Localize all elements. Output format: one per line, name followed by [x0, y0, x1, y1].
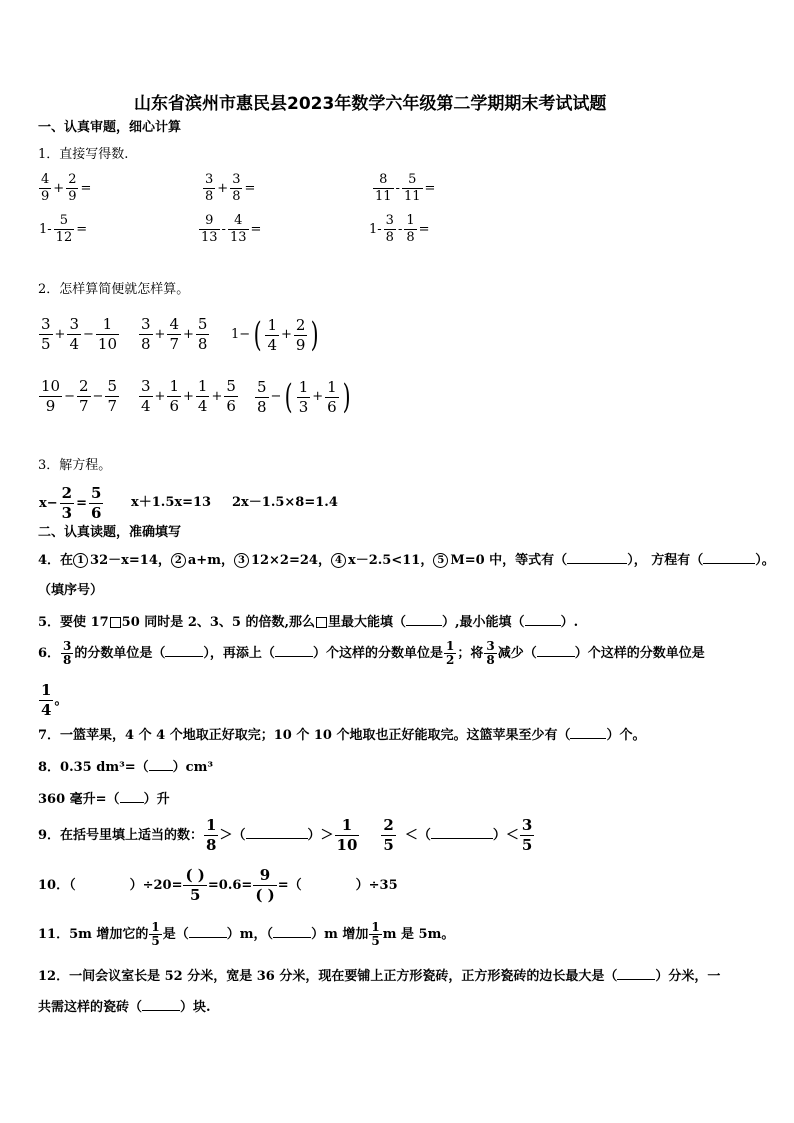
q6-line-1: 6． $\frac{3}{8}$ 的分数单位是（ ），再添上（ ）个这样的分数单位是 $\frac{1}{2}$ ；将 $\frac{3}{8}$ 减少（ ）个这样的分数单位是: [38, 639, 705, 667]
q6-blank-1[interactable]: [165, 644, 203, 657]
q2-expr-5: $\frac{3}{4}$ + $\frac{1}{6}$ + $\frac{1}{4}$ + $\frac{5}{6}$: [141, 377, 236, 415]
q1-expr-1: $\frac{4}{9}$ + $\frac{2}{9}$ =: [41, 172, 92, 204]
q4-blank-equations-2[interactable]: [703, 551, 755, 564]
q2-expr-6: $\frac{5}{8}$ − ( $\frac{1}{3}$ + $\frac{1}{6}$ ): [257, 377, 351, 417]
q8-blank-2[interactable]: [120, 790, 144, 803]
q2-expr-1: $\frac{3}{5}$ + $\frac{3}{4}$ − $\frac{1}{10}$: [41, 315, 117, 353]
q1-expr-4: 1- $\frac{5}{12}$ =: [39, 213, 88, 245]
square-icon: [316, 617, 327, 628]
q1-expr-2: $\frac{3}{8}$ + $\frac{3}{8}$ =: [205, 172, 256, 204]
q3-label: 3．解方程。: [38, 458, 112, 473]
section-2-heading: 二、认真读题，准确填写: [38, 525, 182, 540]
q4-line-1: 4．在 1 32－x=14， 2 a+m， 3 12×2=24， 4 x－2.5<11， 5 M=0 中，等式有（ ）， 方程有（ ）。: [38, 553, 775, 568]
q1-expr-5: $\frac{9}{13}$ - $\frac{4}{13}$ =: [201, 213, 262, 245]
q9-blank-2[interactable]: [431, 826, 493, 839]
q11-blank-2[interactable]: [273, 925, 311, 938]
q4-blank-equations[interactable]: [567, 551, 627, 564]
q12-blank-2[interactable]: [142, 998, 180, 1011]
q2-label: 2．怎样算简便就怎样算。: [38, 282, 190, 297]
q1-expr-3: $\frac{8}{11}$ - $\frac{5}{11}$ =: [375, 172, 436, 204]
q2-expr-2: $\frac{3}{8}$ + $\frac{4}{7}$ + $\frac{5}{8}$: [141, 315, 208, 353]
q2-expr-3: 1− ( $\frac{1}{4}$ + $\frac{2}{9}$ ): [231, 315, 320, 355]
q5-blank-max[interactable]: [406, 613, 442, 626]
q8-line-1: 8．0.35 dm³=（ ）cm³: [38, 760, 214, 775]
q12-line-1: 12．一间会议室长是 52 分米，宽是 36 分米，现在要铺上正方形瓷砖，正方形瓷砖的边长最大是（ ）分米，一: [38, 969, 721, 984]
q3-equation-1: x− $\frac{2}{3}$ = $\frac{5}{6}$: [39, 484, 102, 522]
q3-equation-2: x＋1.5x=13: [131, 495, 212, 510]
q5-line: 5．要使 17 50 同时是 2、3、5 的倍数,那么 里最大能填（ ）,最小能填（ ）.: [38, 615, 579, 630]
q6-blank-3[interactable]: [537, 644, 575, 657]
q8-line-2: 360 毫升=（ ）升: [38, 792, 170, 807]
q12-line-2: 共需这样的瓷砖（ ）块.: [38, 1000, 211, 1015]
q3-equation-3: 2x－1.5×8=1.4: [232, 495, 338, 510]
q9-blank-1[interactable]: [246, 826, 308, 839]
q7-line: 7．一篮苹果，4 个 4 个地取正好取完；10 个 10 个地取也正好能取完。这篮苹果至少有（ ）个。: [38, 728, 646, 743]
q10-line: 10．（ ）÷20= $\frac{( )}{5}$ =0.6= $\frac{9}{( )}$ =（ ）÷35: [38, 866, 398, 904]
q2-expr-4: $\frac{10}{9}$ − $\frac{2}{7}$ − $\frac{5}{7}$: [41, 377, 117, 415]
q11-blank-1[interactable]: [189, 925, 227, 938]
q7-blank[interactable]: [570, 726, 606, 739]
q6-blank-2[interactable]: [275, 644, 313, 657]
q5-blank-min[interactable]: [525, 613, 561, 626]
q4-line-2: （填序号）: [38, 583, 104, 598]
section-1-heading: 一、认真审题，细心计算: [38, 120, 182, 135]
q9-line: 9．在括号里填上适当的数： $\frac{1}{8}$ ＞（ ）＞ $\frac{1}{10}$ $\frac{2}{5}$ ＜（ ）＜ $\frac{3}{5}$: [38, 816, 533, 854]
q11-line: 11．5m 增加它的 $\frac{1}{5}$ 是（ ）m，（ ）m 增加 $\frac{1}{5}$ m 是 5m。: [38, 920, 455, 948]
square-icon: [110, 617, 121, 628]
q8-blank-1[interactable]: [149, 758, 173, 771]
page-title: 山东省滨州市惠民县2023年数学六年级第二学期期末考试试题: [134, 94, 607, 114]
q1-label: 1．直接写得数.: [38, 147, 129, 162]
q1-expr-6: 1- $\frac{3}{8}$ - $\frac{1}{8}$ =: [369, 213, 430, 245]
q12-blank-1[interactable]: [617, 967, 655, 980]
q6-line-2: $\frac{1}{4}$ 。: [41, 681, 68, 719]
